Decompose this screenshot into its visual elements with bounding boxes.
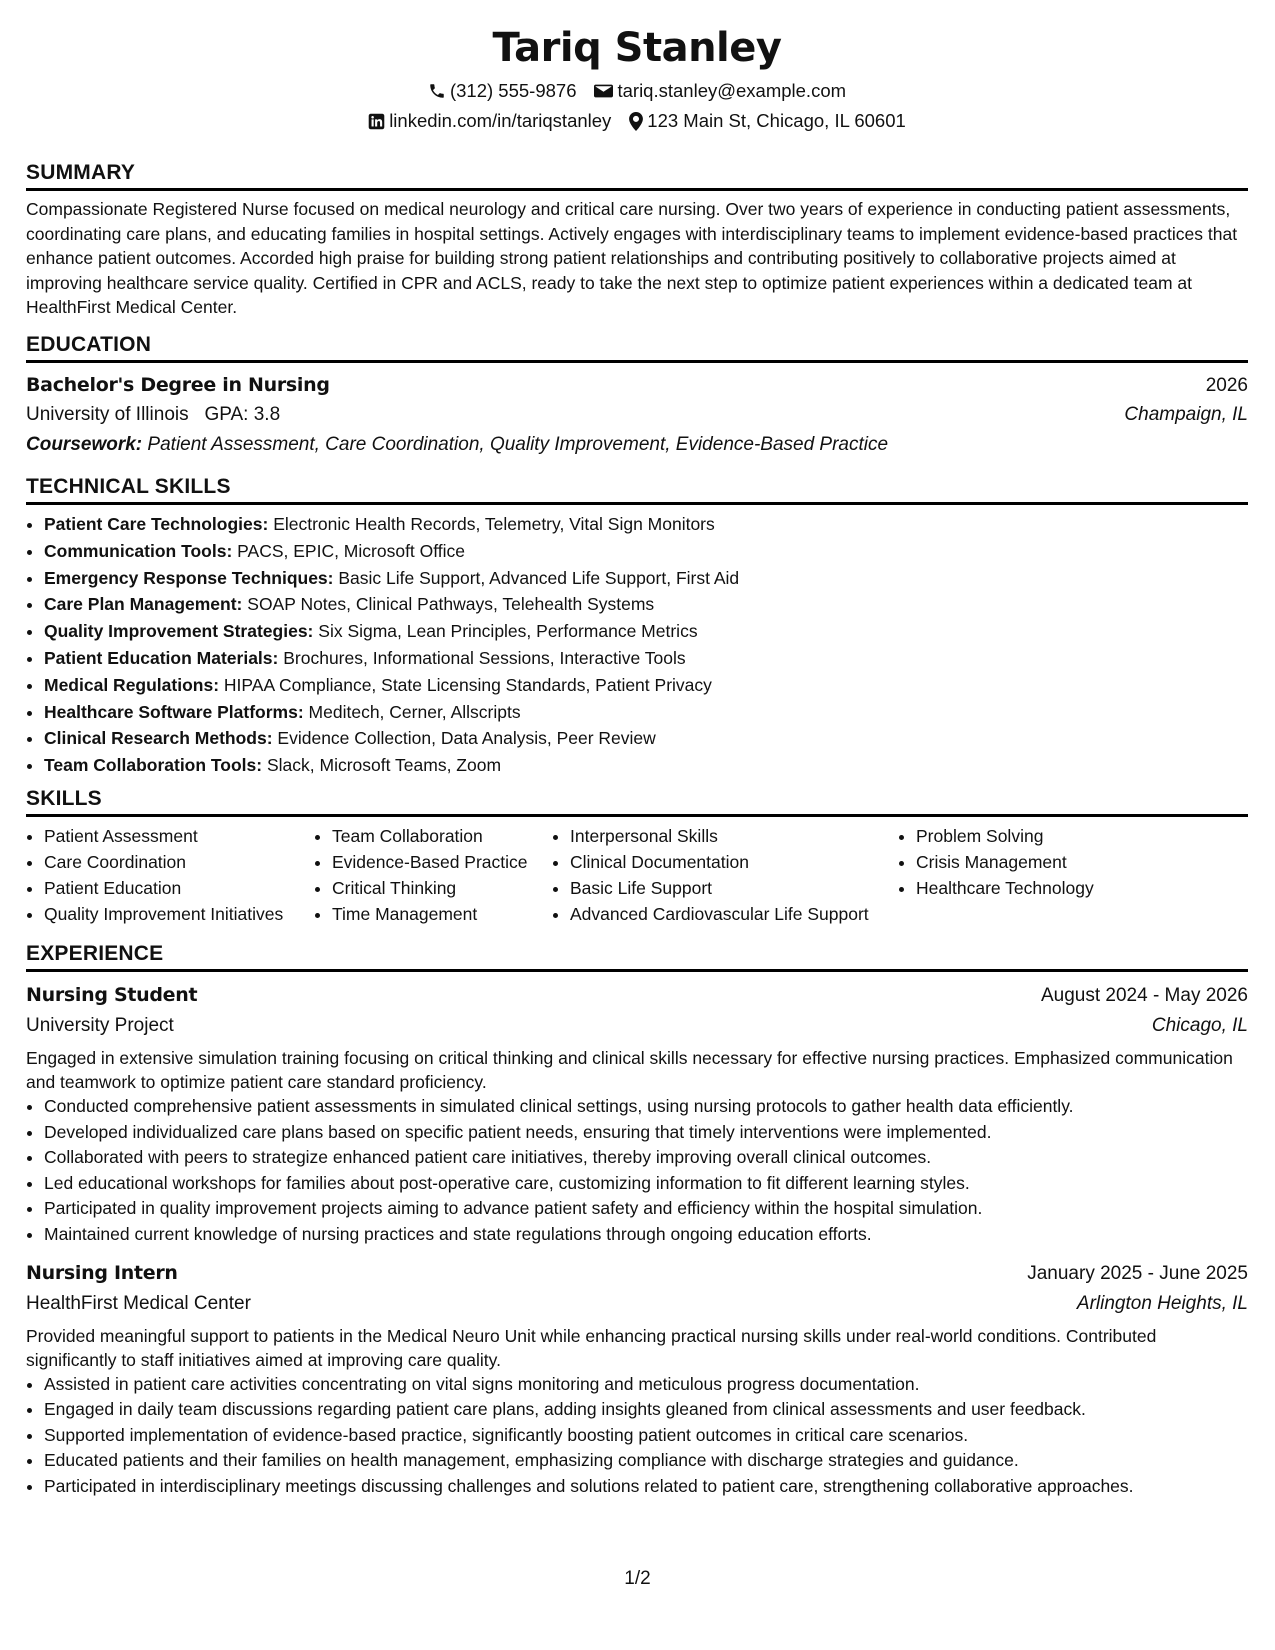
technical-skill-value: SOAP Notes, Clinical Pathways, Telehealth Systems (247, 594, 655, 615)
technical-skill-label: Communication Tools: (44, 540, 233, 561)
job-sub-row (26, 1011, 1248, 1041)
phone-icon (428, 82, 446, 100)
technical-skill-label: Care Plan Management: (44, 594, 243, 615)
skill-item: • Quality Improvement Initiatives (44, 901, 314, 927)
education-sub-row (26, 400, 1248, 429)
skill-item: • Patient Education (44, 875, 314, 901)
skills-grid (26, 823, 1248, 927)
technical-skill-value: Six Sigma, Lean Principles, Performance Metrics (318, 621, 698, 642)
job-header-row (26, 980, 1248, 1011)
job-bullet: • Led educational workshops for families about post-operative care, customizing information to fit different learning styles. (44, 1171, 1248, 1197)
contact-line-2 (26, 106, 1248, 136)
job-bullet: • Maintained current knowledge of nursing practices and state regulations through ongoing education efforts. (44, 1222, 1248, 1248)
skill-item: • Time Management (332, 901, 552, 927)
job-dates: January 2025 - June 2025 (1027, 1262, 1248, 1284)
technical-skills-section (26, 474, 1248, 779)
skill-item: • Problem Solving (916, 823, 1198, 849)
coursework-list: Patient Assessment, Care Coordination, Quality Improvement, Evidence-Based Practice (147, 434, 889, 455)
coursework (26, 429, 1248, 460)
technical-skill-value: Basic Life Support, Advanced Life Support, First Aid (338, 567, 740, 588)
job-organization: HealthFirst Medical Center (26, 1292, 251, 1314)
summary-text: Compassionate Registered Nurse focused on medical neurology and critical care nursing. Over two years of experience in conducting patient assessments, coordinating care plans, and educating families in hospital settings. Actively engages with interdisciplinary teams to implement evidence-based practices that enhance patient outcomes. Accorded high praise for building strong patient relationships and contributing positively to collaborative projects aimed at improving healthcare service quality. Certified in CPR and ACLS, ready to take the next step to optimize patient experiences within a dedicated team at HealthFirst Medical Center. (26, 199, 1238, 317)
job-bullet: • Participated in interdisciplinary meetings discussing challenges and solutions related to patient care, strengthening collaborative approaches. (44, 1474, 1248, 1500)
experience-entry (26, 980, 1248, 1248)
skill-item: • Evidence-Based Practice (332, 849, 552, 875)
job-bullets (26, 1372, 1248, 1500)
technical-skill-label: Team Collaboration Tools: (44, 755, 263, 776)
technical-skill-value: Brochures, Informational Sessions, Interactive Tools (283, 647, 686, 668)
skill-item: • Critical Thinking (332, 875, 552, 901)
resume-page (26, 20, 1248, 1496)
map-pin-icon (629, 112, 643, 131)
technical-skill-item (44, 591, 1248, 618)
job-bullet: • Participated in quality improvement projects aiming to advance patient safety and efficiency within the hospital simulation. (44, 1196, 1248, 1222)
graduation-year: 2026 (1205, 375, 1248, 396)
skill-item: • Basic Life Support (570, 875, 898, 901)
experience-list (26, 980, 1248, 1500)
school-location: Champaign, IL (1124, 404, 1248, 425)
job-description: Engaged in extensive simulation training focusing on critical thinking and clinical skills necessary for effective nursing practices. Emphasized communication and teamwork to optimize patient care standard proficiency. (26, 1048, 1233, 1092)
job-bullet: • Educated patients and their families on health management, emphasizing compliance with discharge strategies and guidance. (44, 1448, 1248, 1474)
email-contact[interactable] (594, 76, 846, 106)
technical-skill-item (44, 699, 1248, 726)
technical-skill-value: PACS, EPIC, Microsoft Office (237, 540, 466, 561)
job-organization: University Project (26, 1015, 174, 1036)
technical-skill-value: Meditech, Cerner, Allscripts (308, 701, 521, 722)
phone-contact[interactable] (428, 76, 577, 106)
school-name: University of Illinois (26, 404, 189, 425)
job-bullet: • Conducted comprehensive patient assessments in simulated clinical settings, using nursing protocols to gather health data efficiently. (44, 1094, 1248, 1120)
technical-skill-value: HIPAA Compliance, State Licensing Standards, Patient Privacy (223, 674, 712, 695)
job-dates: August 2024 - May 2026 (1040, 985, 1248, 1006)
technical-skill-label: Medical Regulations: (44, 674, 220, 695)
job-location: Chicago, IL (1151, 1015, 1248, 1036)
skill-item: • Clinical Documentation (570, 849, 898, 875)
skill-item: • Team Collaboration (332, 823, 552, 849)
job-bullet: • Engaged in daily team discussions regarding patient care plans, adding insights gleaned from clinical assessments and user feedback. (44, 1397, 1248, 1423)
section-title-skills: SKILLS (26, 786, 1248, 817)
phone-text: (312) 555-9876 (449, 80, 577, 101)
skill-item: • Patient Assessment (44, 823, 314, 849)
skill-item: • Care Coordination (44, 849, 314, 875)
technical-skill-label: Patient Care Technologies: (44, 514, 269, 534)
degree-name: Bachelor's Degree in Nursing (26, 374, 330, 396)
coursework-label: Coursework: (26, 434, 143, 455)
job-location: Arlington Heights, IL (1076, 1292, 1248, 1314)
job-bullet: • Assisted in patient care activities concentrating on vital signs monitoring and meticulous progress documentation. (44, 1372, 1248, 1398)
email-text: tariq.stanley@example.com (617, 80, 847, 101)
linkedin-text: linkedin.com/in/tariqstanley (389, 110, 612, 131)
experience-entry (26, 1258, 1248, 1500)
technical-skills-list (26, 511, 1248, 779)
section-title-experience: EXPERIENCE (26, 941, 1248, 972)
technical-skill-value: Evidence Collection, Data Analysis, Peer Review (277, 728, 656, 749)
technical-skill-label: Quality Improvement Strategies: (44, 621, 314, 642)
education-section (26, 332, 1248, 460)
technical-skill-item (44, 645, 1248, 672)
technical-skill-item (44, 538, 1248, 565)
skills-section (26, 786, 1248, 927)
technical-skill-item (44, 565, 1248, 592)
section-title-technical-skills: TECHNICAL SKILLS (26, 474, 1248, 505)
skill-item: • Crisis Management (916, 849, 1198, 875)
skills-column (552, 823, 898, 927)
job-bullet: • Collaborated with peers to strategize enhanced patient care initiatives, thereby improving overall clinical outcomes. (44, 1145, 1248, 1171)
technical-skill-label: Healthcare Software Platforms: (44, 701, 304, 722)
job-role: Nursing Student (26, 984, 198, 1006)
resume-header (26, 20, 1248, 136)
job-description: Provided meaningful support to patients in the Medical Neuro Unit while enhancing practical nursing skills under real-world conditions. Contributed significantly to staff initiatives aimed at improving care quality. (26, 1325, 1157, 1370)
technical-skill-item (44, 672, 1248, 699)
skill-item: • Healthcare Technology (916, 875, 1198, 901)
skills-column (898, 823, 1198, 927)
technical-skill-label: Clinical Research Methods: (44, 728, 273, 749)
education-header-row (26, 371, 1248, 400)
technical-skill-label: Emergency Response Techniques: (44, 567, 334, 588)
section-title-education: EDUCATION (26, 332, 1248, 363)
summary-section (26, 160, 1248, 320)
gpa: GPA: 3.8 (204, 404, 281, 425)
contact-line-1 (26, 76, 1248, 106)
job-bullet: • Supported implementation of evidence-based practice, significantly boosting patient outcomes in critical care scenarios. (44, 1423, 1248, 1449)
technical-skill-label: Patient Education Materials: (44, 647, 279, 668)
job-sub-row (26, 1289, 1248, 1319)
linkedin-icon (368, 113, 385, 130)
technical-skill-item (44, 725, 1248, 752)
technical-skill-item (44, 511, 1248, 538)
technical-skill-value: Electronic Health Records, Telemetry, Vital Sign Monitors (273, 514, 715, 534)
technical-skill-item (44, 752, 1248, 779)
linkedin-contact[interactable] (368, 106, 611, 136)
technical-skill-item (44, 618, 1248, 645)
page-number: 1/2 (624, 1568, 651, 1589)
job-bullet: • Developed individualized care plans based on specific patient needs, ensuring that timely interventions were implemented. (44, 1120, 1248, 1146)
skill-item: • Interpersonal Skills (570, 823, 898, 849)
job-role: Nursing Intern (26, 1261, 178, 1284)
envelope-icon (594, 83, 613, 99)
experience-section (26, 941, 1248, 1500)
candidate-name: Tariq Stanley (492, 25, 782, 71)
job-header-row (26, 1258, 1248, 1289)
job-bullets (26, 1094, 1248, 1248)
skills-column (314, 823, 552, 927)
skills-column (26, 823, 314, 927)
technical-skill-value: Slack, Microsoft Teams, Zoom (266, 755, 502, 776)
address-text: 123 Main St, Chicago, IL 60601 (647, 110, 906, 131)
address-contact (629, 106, 906, 136)
section-title-summary: SUMMARY (26, 160, 1248, 191)
skill-item: • Advanced Cardiovascular Life Support (570, 901, 898, 927)
school-gpa (26, 400, 280, 429)
